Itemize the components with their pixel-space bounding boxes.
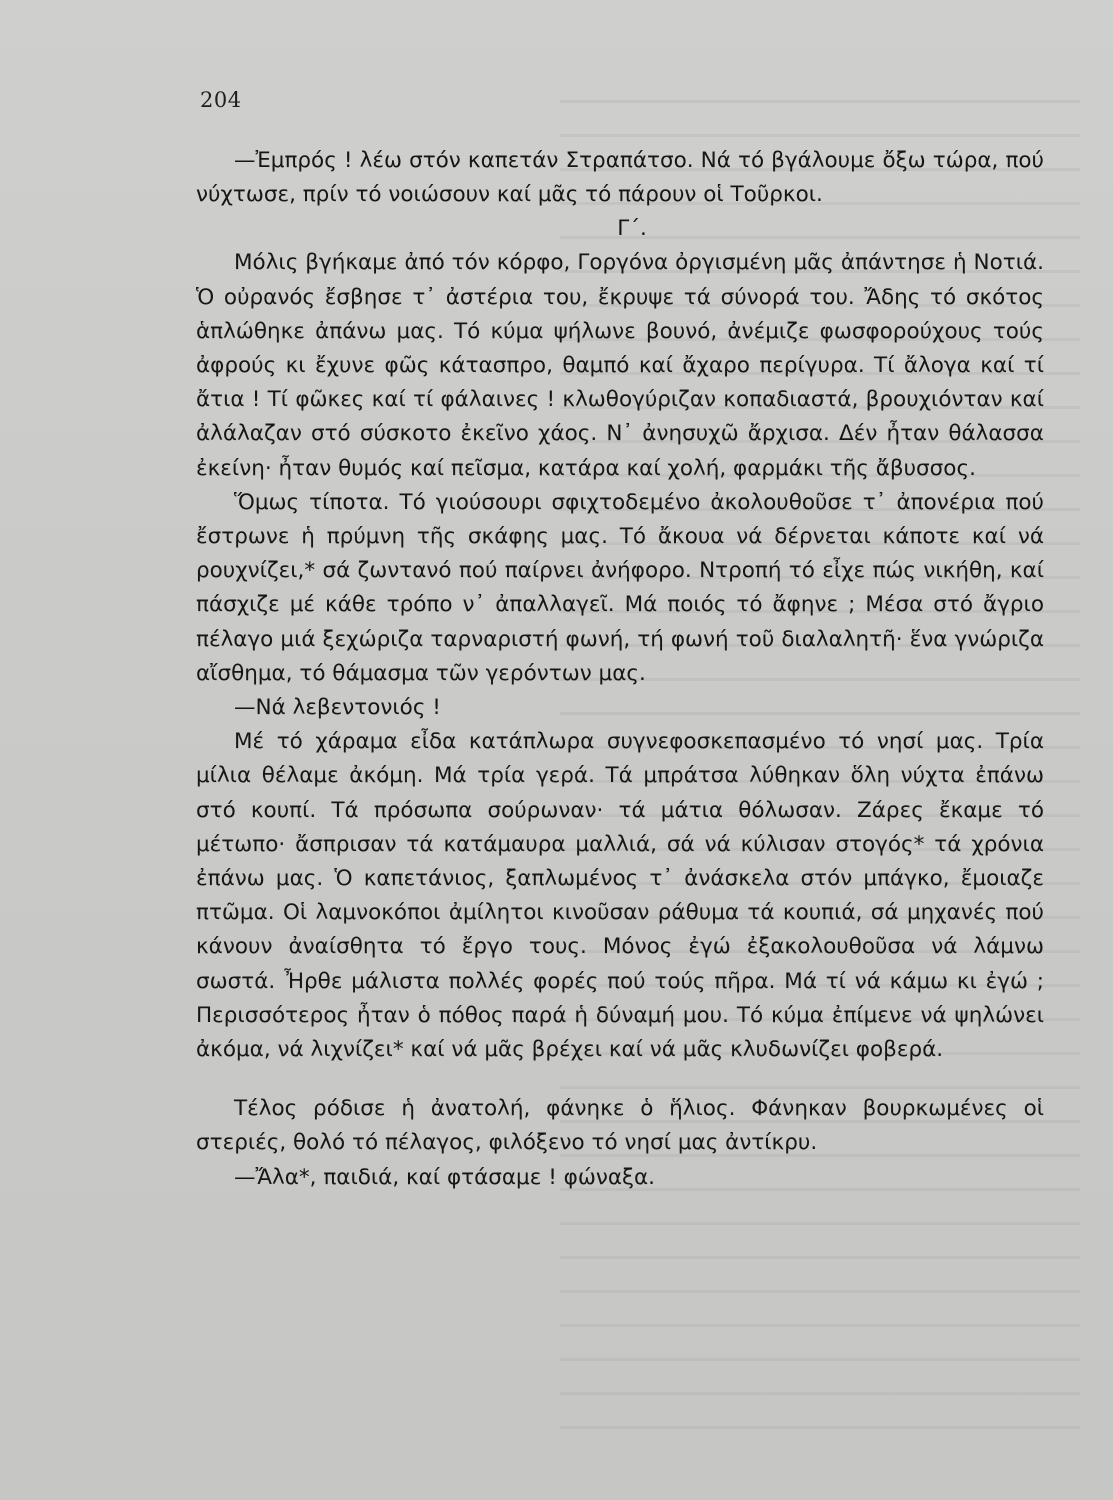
paragraph-sunrise: Τέλος ρόδισε ἡ ἀνατολή, φάνηκε ὁ ἥλιος. Φάνηκαν βουρκωμένες οἱ στεριές, θολό τό πέλαγος, φιλόξενο τό νησί μας ἀντίκρυ. <box>196 1096 1044 1156</box>
section-heading: Γ΄. <box>617 216 647 242</box>
paragraph-boat: Ὅμως τίποτα. Τό γιούσουρι σφιχτοδεμένο ἀκολουθοῦσε τ᾽ ἀπονέρια πού ἔστρωνε ἡ πρύμνη τῆς σκάφης μας. Τό ἄκουα νά δέρνεται κάποτε καί νά ρουχνίζει,* σά ζωντανό πού παίρνει ἀνήφορο. Ντροπή τό εἶχε πώς νικήθη, καί πάσχιζε μέ κάθε τρόπο ν᾽ ἀπαλλαγεῖ. Μά ποιός τό ἄφηνε ; Μέσα στό ἄγριο πέλαγο μιά ξεχώριζα ταρναριστή φωνή, τή φωνή τοῦ διαλαλητῆ· ἕνα γνώριζα αἴσθημα, τό θάμασμα τῶν γερόντων μας. <box>196 489 1044 686</box>
paragraph-dialogue-2: —Νά λεβεντονιός ! <box>234 695 441 721</box>
page-number: 204 <box>200 88 242 112</box>
paragraph-dawn: Μέ τό χάραμα εἶδα κατάπλωρα συγνεφοσκεπασμένο τό νησί μας. Τρία μίλια θέλαμε ἀκόμη. Μά τρία γερά. Τά μπράτσα λύθηκαν ὅλη νύχτα ἐπάνω στό κουπί. Τά πρόσωπα σούρωναν· τά μάτια θόλωσαν. Ζάρες ἔκαμε τό μέτωπο· ἄσπρισαν τά κατάμαυρα μαλλιά, σά νά κύλισαν στογός* τά χρόνια ἐπάνω μας. Ὁ καπετάνιος, ξαπλωμένος τ᾽ ἀνάσκελα στόν μπάγκο, ἔμοιαζε πτῶμα. Οἱ λαμνοκόποι ἀμίλητοι κινοῦσαν ράθυμα τά κουπιά, σά μηχανές πού κάνουν ἀναίσθητα τό ἔργο τους. Μόνος ἐγώ ἐξακολουθοῦσα νά λάμνω σωστά. Ἦρθε μάλιστα πολλές φορές πού τούς πῆρα. Μά τί νά κάμω κι ἐγώ ; Περισσότερος ἦταν ὁ πόθος παρά ἡ δύναμή μου. Τό κύμα ἐπίμενε νά ψηλώνει ἀκόμα, νά λιχνίζει* καί νά μᾶς βρέχει καί νά μᾶς κλυδωνίζει φοβερά. <box>196 729 1044 1063</box>
body-text <box>196 144 1044 1195</box>
paragraph-storm: Μόλις βγήκαμε ἀπό τόν κόρφο, Γοργόνα ὀργισμένη μᾶς ἀπάντησε ἡ Νοτιά. Ὁ οὐρανός ἔσβησε τ᾽ ἀστέρια του, ἔκρυψε τά σύνορά του. Ἄδης τό σκότος ἁπλώθηκε ἀπάνω μας. Τό κύμα ψήλωνε βουνό, ἀνέμιζε φωσφορούχους τούς ἀφρούς κι ἔχυνε φῶς κάτασπρο, θαμπό καί ἄχαρο περίγυρα. Τί ἄλογα καί τί ἄτια ! Τί φῶκες καί τί φάλαινες ! κλωθογύριζαν κοπαδιαστά, βρουχιόνταν καί ἀλάλαζαν στό σύσκοτο ἐκεῖνο χάος. Ν᾽ ἀνησυχῶ ἄρχισα. Δέν ἦταν θάλασσα ἐκείνη· ἦταν θυμός καί πεῖσμα, κατάρα καί χολή, φαρμάκι τῆς ἄβυσσος. <box>196 250 1044 481</box>
paragraph-dialogue-3: —Ἄλα*, παιδιά, καί φτάσαμε ! φώναξα. <box>234 1164 656 1190</box>
paragraph-dialogue-1: —Ἐμπρός ! λέω στόν καπετάν Στραπάτσο. Νά τό βγάλουμε ὄξω τώρα, πού νύχτωσε, πρίν τό νοιώσουν καί μᾶς τό πάρουν οἱ Τοῦρκοι. <box>196 148 1044 208</box>
